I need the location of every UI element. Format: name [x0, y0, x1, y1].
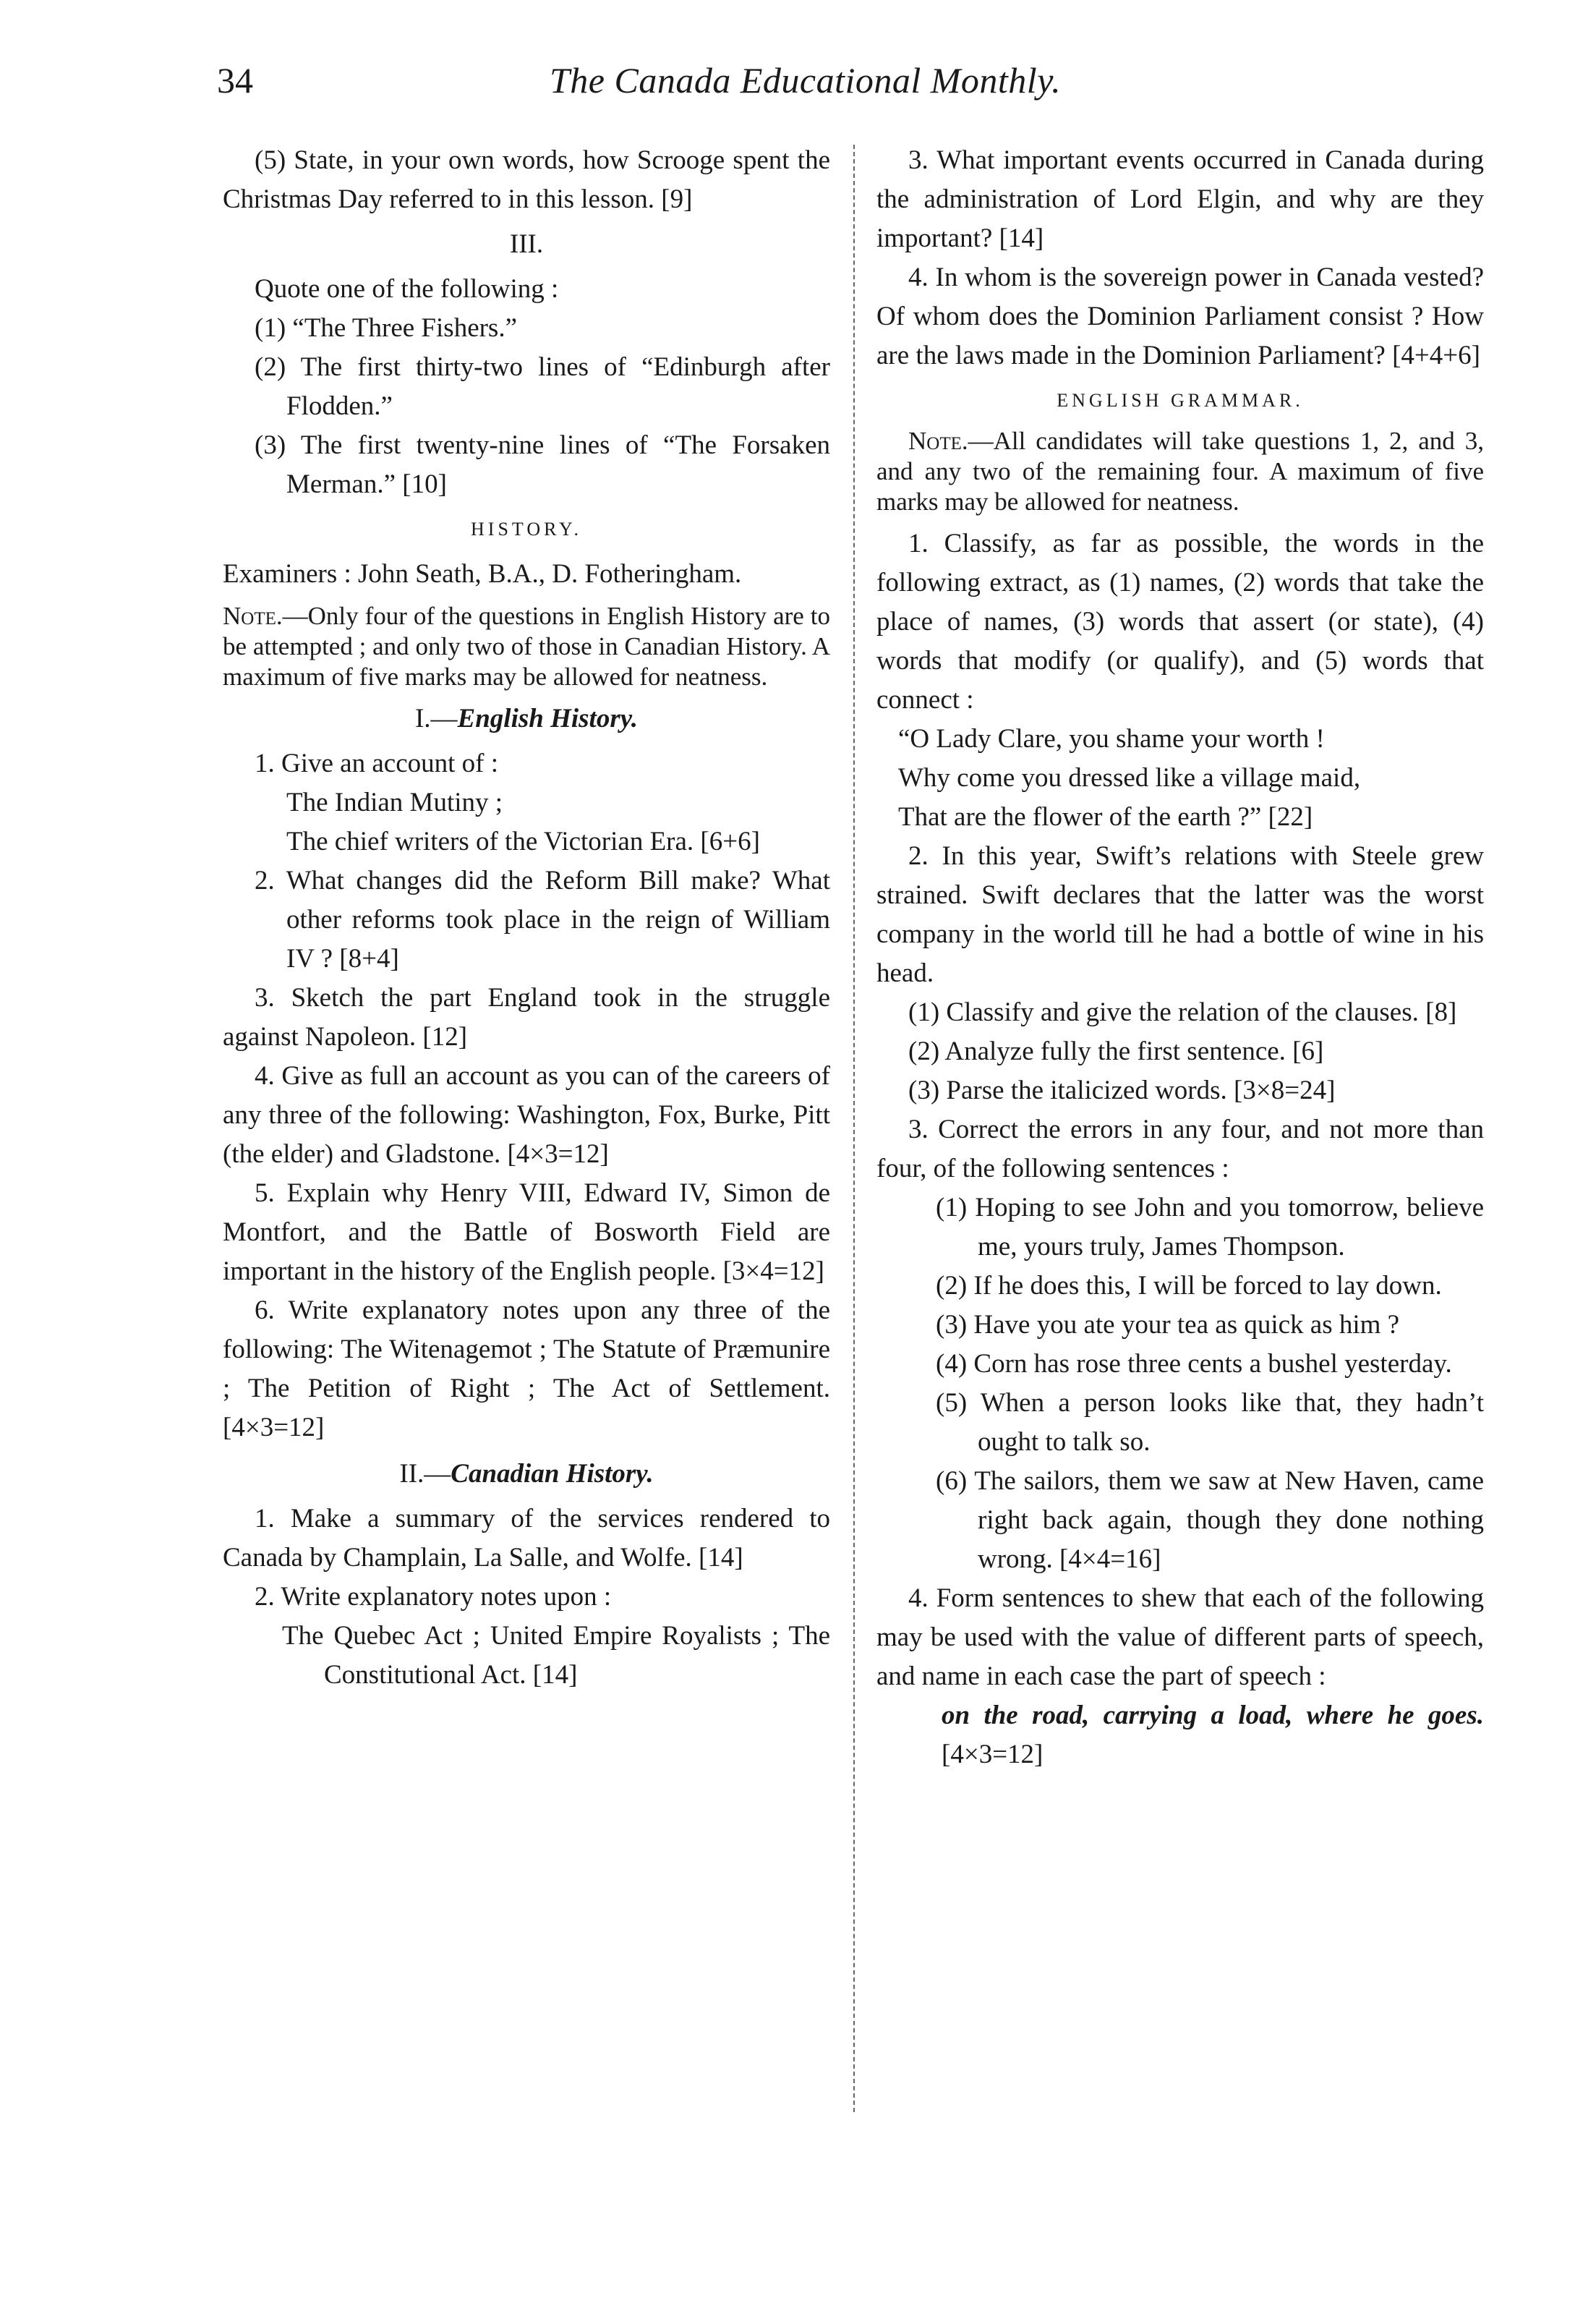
grammar-q3-sentence-3: (3) Have you ate your tea as quick as him ? — [936, 1310, 1400, 1340]
english-history-heading — [223, 699, 830, 739]
grammar-q3: 3. Correct the errors in any four, and not more than four, of the following sentences : — [876, 1115, 1484, 1183]
grammar-heading: ENGLISH GRAMMAR. — [1057, 390, 1304, 411]
quote-option-3: (3) The first twenty-nine lines of “The Forsaken Merman.” [10] — [255, 430, 830, 499]
canadian-history-heading — [223, 1455, 830, 1494]
canadian-history-title: Canadian History. — [451, 1459, 654, 1489]
grammar-q4-marks: [4×3=12] — [942, 1740, 1044, 1769]
grammar-q1: 1. Classify, as far as possible, the words in the following extract, as (1) names, (2) words that take the place of names, (3) words that assert (or state), (4) words that modify (or qualify), and (5) words that connect : — [876, 529, 1484, 715]
grammar-note — [876, 426, 1484, 517]
english-history-number: I.— — [414, 704, 458, 733]
left-column — [223, 141, 830, 1695]
english-q3: 3. Sketch the part England took in the struggle against Napoleon. [12] — [223, 983, 830, 1052]
page-header — [217, 59, 1482, 110]
canadian-q3: 3. What important events occurred in Canada during the administration of Lord Elgin, and why are they important? [14] — [876, 145, 1484, 253]
canadian-q2: 2. Write explanatory notes upon : — [255, 1582, 612, 1612]
quote-option-2: (2) The first thirty-two lines of “Edinburgh after Flodden.” — [255, 352, 830, 421]
note-text: —Only four of the questions in English History are to be attempted ; and only two of those in Canadian History. A maximum of five marks may be allowed for neatness. — [223, 602, 830, 691]
english-q1-item-b: The chief writers of the Victorian Era. [6+6] — [286, 827, 760, 856]
canadian-history-number: II.— — [399, 1459, 451, 1489]
examiners-line: Examiners : John Seath, B.A., D. Fotheringham. — [223, 559, 742, 589]
canadian-q2-items: The Quebec Act ; United Empire Royalists ; The Constitutional Act. [14] — [282, 1621, 830, 1690]
grammar-q2-part-3: (3) Parse the italicized words. [3×8=24] — [908, 1076, 1336, 1105]
grammar-q1-verse-3: That are the flower of the earth ?” [22] — [898, 802, 1313, 832]
question-5: (5) State, in your own words, how Scrooge spent the Christmas Day referred to in this lesson. [9] — [223, 145, 830, 214]
grammar-q4-phrases — [876, 1696, 1484, 1774]
quote-instruction: Quote one of the following : — [255, 274, 559, 304]
canadian-q1: 1. Make a summary of the services rendered to Canada by Champlain, La Salle, and Wolfe. [14] — [223, 1504, 830, 1573]
note-lead: Note. — [223, 602, 283, 630]
grammar-note-text: —All candidates will take questions 1, 2, and 3, and any two of the remaining four. A maximum of five marks may be allowed for neatness. — [876, 427, 1484, 516]
english-q1: 1. Give an account of : — [255, 749, 498, 778]
history-note — [223, 601, 830, 692]
running-title: The Canada Educational Monthly. — [550, 60, 1062, 101]
english-q5: 5. Explain why Henry VIII, Edward IV, Simon de Montfort, and the Battle of Bosworth Field are important in the history of the English people. [3×4=12] — [223, 1178, 830, 1286]
grammar-q3-sentence-2: (2) If he does this, I will be forced to lay down. — [936, 1271, 1442, 1301]
grammar-q3-sentence-4: (4) Corn has rose three cents a bushel yesterday. — [936, 1349, 1452, 1379]
english-history-title: English History. — [457, 704, 639, 733]
grammar-q1-verse-1: “O Lady Clare, you shame your worth ! — [898, 724, 1325, 754]
english-q6: 6. Write explanatory notes upon any three of the following: The Witenagemot ; The Statute of Præmunire ; The Petition of Right ; The Act of Settlement. [4×3=12] — [223, 1295, 830, 1442]
canadian-q4: 4. In whom is the sovereign power in Canada vested? Of whom does the Dominion Parliament consist ? How are the laws made in the Dominion Parliament? [4+4+6] — [876, 263, 1484, 370]
grammar-q1-verse-2: Why come you dressed like a village maid, — [898, 763, 1361, 793]
grammar-q3-sentence-6: (6) The sailors, them we saw at New Haven, came right back again, though they done nothing wrong. [4×4=16] — [936, 1466, 1484, 1574]
right-column — [876, 141, 1484, 1774]
grammar-q3-sentence-5: (5) When a person looks like that, they hadn’t ought to talk so. — [936, 1388, 1484, 1457]
quote-option-1: (1) “The Three Fishers.” — [255, 313, 518, 343]
history-heading: HISTORY. — [471, 519, 582, 540]
english-q2: 2. What changes did the Reform Bill make? What other reforms took place in the reign of William IV ? [8+4] — [255, 866, 830, 974]
english-q4: 4. Give as full an account as you can of the careers of any three of the following: Washington, Fox, Burke, Pitt (the elder) and Gladstone. [4×3=12] — [223, 1061, 830, 1169]
grammar-q2-part-2: (2) Analyze fully the first sentence. [6] — [908, 1037, 1324, 1066]
grammar-note-lead: Note. — [908, 427, 968, 455]
column-divider — [853, 145, 855, 2112]
english-q1-item-a: The Indian Mutiny ; — [286, 788, 503, 817]
grammar-q3-sentence-1: (1) Hoping to see John and you tomorrow, believe me, yours truly, James Thompson. — [936, 1193, 1484, 1261]
grammar-q4-words: on the road, carrying a load, where he goes. — [942, 1701, 1484, 1730]
grammar-q2-part-1: (1) Classify and give the relation of the clauses. [8] — [908, 997, 1457, 1027]
page-number: 34 — [217, 60, 253, 101]
grammar-q2: 2. In this year, Swift’s relations with Steele grew strained. Swift declares that the latter was the worst company in the world till he had a bottle of wine in his head. — [876, 841, 1484, 988]
grammar-q4: 4. Form sentences to shew that each of the following may be used with the value of different parts of speech, and name in each case the part of speech : — [876, 1583, 1484, 1691]
section-iii-heading: III. — [509, 229, 544, 259]
